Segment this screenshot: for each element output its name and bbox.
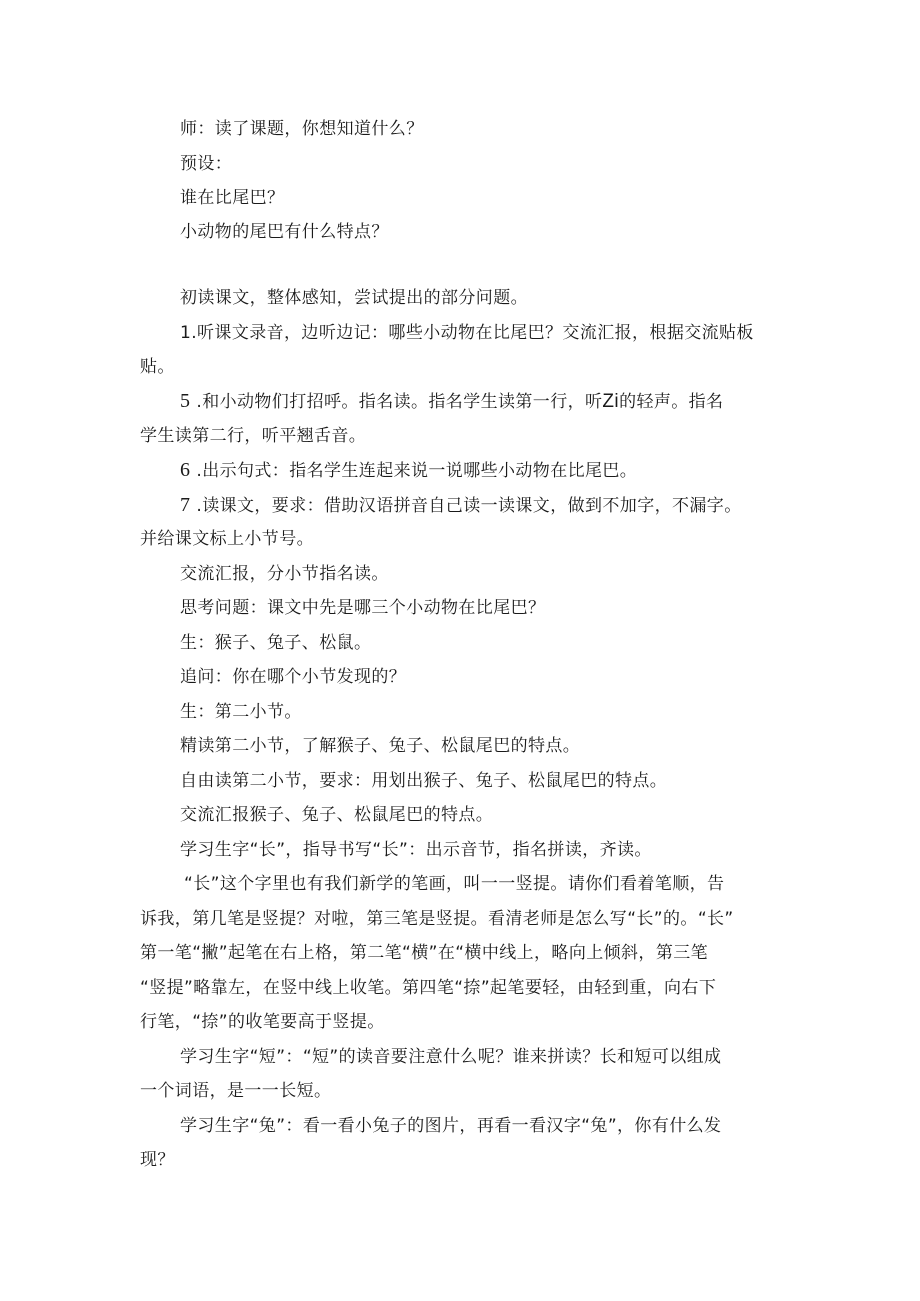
step-7-continued: 并给课文标上小节号。 — [140, 529, 314, 549]
report-features: 交流汇报猴子、兔子、松鼠尾巴的特点。 — [180, 805, 494, 825]
step-7 — [180, 494, 742, 517]
step-6 — [180, 459, 637, 482]
chang-paragraph-line-3: 第一笔“撇”起笔在右上格，第二笔“横”在“横中线上，略向上倾斜，第三笔 — [140, 943, 709, 963]
learn-char-duan-continued: 一个词语，是一一长短。 — [140, 1081, 332, 1101]
learn-char-tu-continued: 现？ — [140, 1150, 175, 1170]
chang-paragraph-line-2: 诉我，第几笔是竖提？对啦，第三笔是竖提。看清老师是怎么写“长”的。“长” — [140, 909, 734, 929]
chang-paragraph-line-1: “长”这个字里也有我们新学的笔画，叫一一竖提。请你们看着笔顺，告 — [184, 874, 725, 894]
step-1-continued: 贴。 — [140, 357, 175, 377]
step-5-number: 5 — [180, 390, 191, 412]
step-1: 1.听课文录音，边听边记：哪些小动物在比尾巴？交流汇报，根据交流贴板 — [180, 323, 754, 343]
follow-up-question: 追问：你在哪个小节发现的？ — [180, 667, 407, 687]
preset-label: 预设： — [180, 154, 233, 174]
question-feature: 小动物的尾巴有什么特点？ — [180, 222, 389, 242]
step-6-number: 6 — [180, 459, 191, 481]
step-5-continued: 学生读第二行，听平翘舌音。 — [140, 426, 367, 446]
section-first-reading: 初读课文，整体感知，尝试提出的部分问题。 — [180, 288, 528, 308]
step-6-text: .出示句式：指名学生连起来说一说哪些小动物在比尾巴。 — [196, 461, 638, 481]
thinking-question: 思考问题：课文中先是哪三个小动物在比尾巴？ — [180, 598, 546, 618]
learn-char-chang: 学习生字“长”，指导书写“长”：出示音节，指名拼读，齐读。 — [180, 840, 652, 860]
student-answer-animals: 生：猴子、兔子、松鼠。 — [180, 633, 372, 653]
student-answer-section: 生：第二小节。 — [180, 702, 302, 722]
step-7-number: 7 — [180, 494, 191, 516]
step-5-text-b: 的轻声。指名 — [619, 392, 724, 412]
chang-paragraph-line-5: 行笔，“捺”的收笔要高于竖提。 — [140, 1012, 385, 1032]
free-reading: 自由读第二小节，要求：用划出猴子、兔子、松鼠尾巴的特点。 — [180, 771, 668, 791]
question-who: 谁在比尾巴？ — [180, 188, 285, 208]
step-5 — [180, 390, 723, 413]
teacher-question: 师：读了课题，你想知道什么？ — [180, 119, 424, 139]
step-5-pinyin: Zi — [602, 391, 620, 412]
step-5-text-a: .和小动物们打招呼。指名读。指名学生读第一行，听 — [196, 392, 603, 412]
learn-char-duan: 学习生字“短”：“短”的读音要注意什么呢？谁来拼读？长和短可以组成 — [180, 1047, 722, 1067]
section-close-reading: 精读第二小节，了解猴子、兔子、松鼠尾巴的特点。 — [180, 736, 581, 756]
learn-char-tu: 学习生字“兔”：看一看小兔子的图片，再看一看汉字“兔”，你有什么发 — [180, 1116, 722, 1136]
chang-paragraph-line-4: “竖提”略靠左，在竖中线上收笔。第四笔“捺”起笔要轻，由轻到重，向右下 — [140, 978, 717, 998]
report-reading: 交流汇报，分小节指名读。 — [180, 564, 389, 584]
step-7-text: .读课文，要求：借助汉语拼音自己读一读课文，做到不加字，不漏字。 — [196, 496, 742, 516]
